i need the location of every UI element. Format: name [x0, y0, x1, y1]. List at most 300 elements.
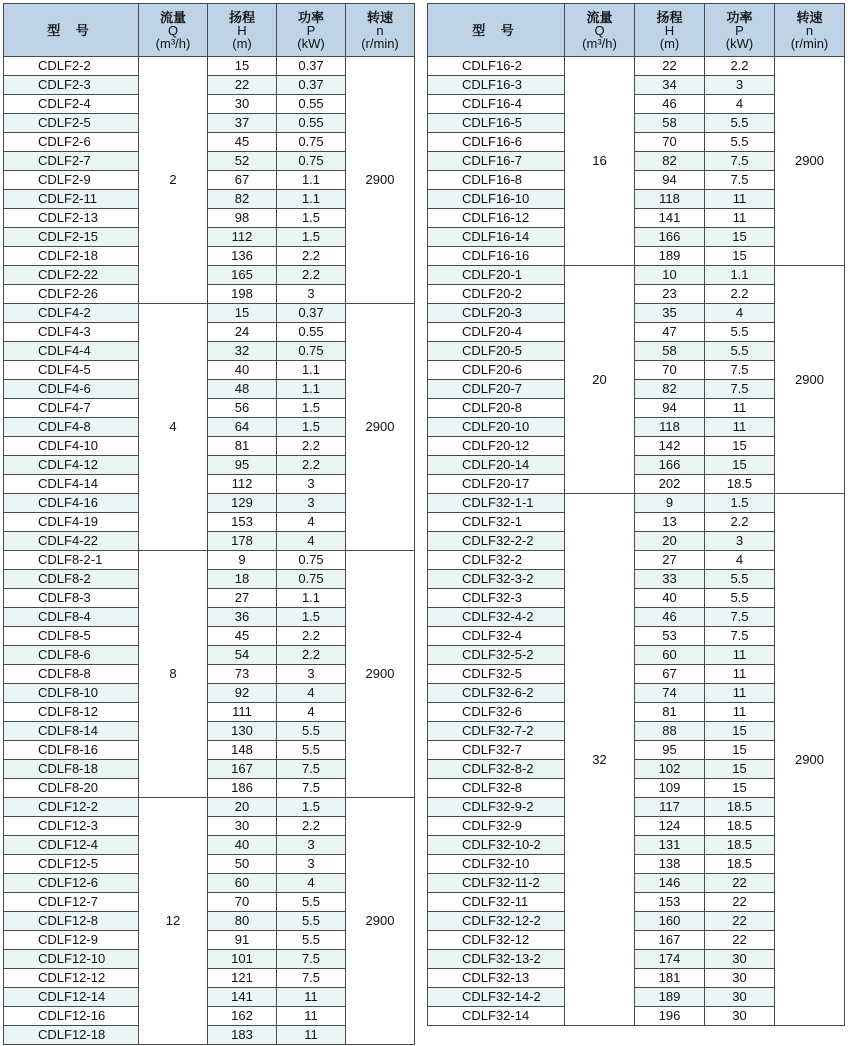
power-cell: 15 [705, 456, 775, 475]
model-cell: CDLF8-18 [4, 760, 139, 779]
power-cell: 4 [277, 703, 346, 722]
head-cell: 64 [208, 418, 277, 437]
head-cell: 22 [208, 76, 277, 95]
head-header: 扬程 H (m) [635, 4, 705, 57]
head-cell: 10 [635, 266, 705, 285]
power-cell: 15 [705, 741, 775, 760]
model-cell: CDLF20-4 [428, 323, 565, 342]
power-cell: 0.37 [277, 76, 346, 95]
right-spec-table [427, 3, 845, 1026]
head-cell: 81 [208, 437, 277, 456]
head-cell: 45 [208, 627, 277, 646]
head-cell: 73 [208, 665, 277, 684]
head-cell: 91 [208, 931, 277, 950]
model-cell: CDLF20-10 [428, 418, 565, 437]
model-cell: CDLF2-2 [4, 57, 139, 76]
head-cell: 27 [635, 551, 705, 570]
head-cell: 70 [635, 133, 705, 152]
power-cell: 7.5 [705, 380, 775, 399]
head-cell: 50 [208, 855, 277, 874]
model-cell: CDLF16-3 [428, 76, 565, 95]
head-cell: 112 [208, 228, 277, 247]
model-cell: CDLF12-6 [4, 874, 139, 893]
head-cell: 34 [635, 76, 705, 95]
head-cell: 36 [208, 608, 277, 627]
head-cell: 81 [635, 703, 705, 722]
power-cell: 5.5 [705, 589, 775, 608]
model-header: 型 号 [4, 4, 139, 57]
model-cell: CDLF2-15 [4, 228, 139, 247]
model-cell: CDLF4-16 [4, 494, 139, 513]
model-cell: CDLF4-10 [4, 437, 139, 456]
power-cell: 30 [705, 988, 775, 1007]
power-cell: 5.5 [705, 114, 775, 133]
model-cell: CDLF32-13 [428, 969, 565, 988]
head-cell: 20 [208, 798, 277, 817]
power-cell: 3 [277, 494, 346, 513]
model-cell: CDLF32-11-2 [428, 874, 565, 893]
power-cell: 15 [705, 228, 775, 247]
model-cell: CDLF8-3 [4, 589, 139, 608]
power-cell: 0.75 [277, 570, 346, 589]
head-cell: 58 [635, 114, 705, 133]
model-cell: CDLF4-3 [4, 323, 139, 342]
head-cell: 53 [635, 627, 705, 646]
power-cell: 22 [705, 893, 775, 912]
power-cell: 11 [277, 988, 346, 1007]
model-cell: CDLF8-2-1 [4, 551, 139, 570]
power-cell: 1.1 [277, 380, 346, 399]
power-cell: 30 [705, 1007, 775, 1026]
power-cell: 11 [705, 399, 775, 418]
head-cell: 82 [208, 190, 277, 209]
power-cell: 7.5 [705, 171, 775, 190]
head-cell: 15 [208, 57, 277, 76]
model-cell: CDLF16-10 [428, 190, 565, 209]
power-cell: 2.2 [277, 437, 346, 456]
speed-cell: 2900 [775, 266, 845, 494]
flow-cell: 16 [565, 57, 635, 266]
head-cell: 129 [208, 494, 277, 513]
head-cell: 153 [208, 513, 277, 532]
table-row [4, 304, 415, 323]
head-cell: 148 [208, 741, 277, 760]
head-cell: 138 [635, 855, 705, 874]
power-cell: 11 [705, 665, 775, 684]
model-cell: CDLF20-5 [428, 342, 565, 361]
model-cell: CDLF32-12 [428, 931, 565, 950]
power-cell: 5.5 [705, 133, 775, 152]
head-cell: 67 [208, 171, 277, 190]
model-cell: CDLF2-9 [4, 171, 139, 190]
power-cell: 30 [705, 969, 775, 988]
power-cell: 0.37 [277, 57, 346, 76]
left-spec-panel [3, 3, 415, 1045]
model-cell: CDLF32-8 [428, 779, 565, 798]
power-cell: 4 [277, 684, 346, 703]
model-cell: CDLF32-14 [428, 1007, 565, 1026]
head-cell: 40 [635, 589, 705, 608]
model-cell: CDLF32-7-2 [428, 722, 565, 741]
head-cell: 9 [635, 494, 705, 513]
head-cell: 167 [208, 760, 277, 779]
power-cell: 18.5 [705, 817, 775, 836]
head-cell: 46 [635, 608, 705, 627]
power-cell: 4 [277, 874, 346, 893]
power-cell: 18.5 [705, 798, 775, 817]
head-cell: 186 [208, 779, 277, 798]
flow-cell: 2 [139, 57, 208, 304]
power-cell: 0.75 [277, 133, 346, 152]
model-cell: CDLF2-3 [4, 76, 139, 95]
power-cell: 11 [705, 684, 775, 703]
head-cell: 54 [208, 646, 277, 665]
flow-cell: 8 [139, 551, 208, 798]
head-cell: 101 [208, 950, 277, 969]
flow-header: 流量 Q (m³/h) [139, 4, 208, 57]
head-cell: 202 [635, 475, 705, 494]
model-cell: CDLF12-3 [4, 817, 139, 836]
power-cell: 3 [277, 285, 346, 304]
power-cell: 5.5 [705, 323, 775, 342]
head-cell: 22 [635, 57, 705, 76]
model-cell: CDLF12-16 [4, 1007, 139, 1026]
head-cell: 118 [635, 418, 705, 437]
model-cell: CDLF8-5 [4, 627, 139, 646]
head-cell: 130 [208, 722, 277, 741]
power-cell: 11 [705, 646, 775, 665]
head-cell: 92 [208, 684, 277, 703]
power-cell: 5.5 [277, 741, 346, 760]
power-cell: 15 [705, 247, 775, 266]
flow-cell: 20 [565, 266, 635, 494]
head-cell: 189 [635, 988, 705, 1007]
head-cell: 37 [208, 114, 277, 133]
head-cell: 111 [208, 703, 277, 722]
model-cell: CDLF12-5 [4, 855, 139, 874]
model-cell: CDLF32-10 [428, 855, 565, 874]
power-cell: 4 [705, 551, 775, 570]
head-cell: 95 [635, 741, 705, 760]
model-cell: CDLF32-13-2 [428, 950, 565, 969]
flow-cell: 4 [139, 304, 208, 551]
model-cell: CDLF2-7 [4, 152, 139, 171]
model-cell: CDLF16-4 [428, 95, 565, 114]
model-cell: CDLF32-6-2 [428, 684, 565, 703]
power-cell: 22 [705, 912, 775, 931]
model-cell: CDLF2-4 [4, 95, 139, 114]
head-cell: 52 [208, 152, 277, 171]
model-cell: CDLF32-2-2 [428, 532, 565, 551]
model-cell: CDLF32-9-2 [428, 798, 565, 817]
model-cell: CDLF4-12 [4, 456, 139, 475]
model-cell: CDLF32-3-2 [428, 570, 565, 589]
flow-header: 流量 Q (m³/h) [565, 4, 635, 57]
header-row [4, 4, 415, 57]
model-cell: CDLF20-17 [428, 475, 565, 494]
model-cell: CDLF8-16 [4, 741, 139, 760]
head-cell: 124 [635, 817, 705, 836]
left-table-body [4, 57, 415, 1045]
header-row [428, 4, 845, 57]
model-cell: CDLF12-12 [4, 969, 139, 988]
model-cell: CDLF2-11 [4, 190, 139, 209]
head-cell: 183 [208, 1026, 277, 1045]
head-cell: 70 [635, 361, 705, 380]
head-cell: 189 [635, 247, 705, 266]
head-cell: 98 [208, 209, 277, 228]
power-cell: 1.5 [277, 798, 346, 817]
head-cell: 23 [635, 285, 705, 304]
power-cell: 1.5 [277, 209, 346, 228]
power-cell: 3 [705, 76, 775, 95]
power-cell: 5.5 [705, 342, 775, 361]
model-cell: CDLF12-2 [4, 798, 139, 817]
model-cell: CDLF32-1-1 [428, 494, 565, 513]
model-cell: CDLF20-2 [428, 285, 565, 304]
power-cell: 1.5 [277, 228, 346, 247]
head-cell: 35 [635, 304, 705, 323]
speed-cell: 2900 [346, 798, 415, 1045]
model-cell: CDLF20-8 [428, 399, 565, 418]
power-cell: 15 [705, 760, 775, 779]
power-cell: 1.5 [277, 399, 346, 418]
power-cell: 30 [705, 950, 775, 969]
model-cell: CDLF12-8 [4, 912, 139, 931]
speed-cell: 2900 [346, 57, 415, 304]
model-cell: CDLF16-12 [428, 209, 565, 228]
model-cell: CDLF16-8 [428, 171, 565, 190]
model-cell: CDLF16-5 [428, 114, 565, 133]
table-row [428, 57, 845, 76]
model-cell: CDLF12-4 [4, 836, 139, 855]
power-cell: 18.5 [705, 475, 775, 494]
model-cell: CDLF8-6 [4, 646, 139, 665]
power-cell: 11 [705, 209, 775, 228]
head-cell: 82 [635, 380, 705, 399]
head-cell: 118 [635, 190, 705, 209]
head-cell: 82 [635, 152, 705, 171]
model-cell: CDLF4-6 [4, 380, 139, 399]
model-cell: CDLF12-10 [4, 950, 139, 969]
power-cell: 5.5 [705, 570, 775, 589]
head-cell: 94 [635, 399, 705, 418]
right-spec-panel [427, 3, 845, 1026]
power-cell: 0.75 [277, 152, 346, 171]
model-cell: CDLF32-9 [428, 817, 565, 836]
model-cell: CDLF4-19 [4, 513, 139, 532]
head-cell: 198 [208, 285, 277, 304]
model-cell: CDLF8-14 [4, 722, 139, 741]
model-cell: CDLF2-26 [4, 285, 139, 304]
power-cell: 4 [277, 532, 346, 551]
power-cell: 4 [705, 304, 775, 323]
right-table-body [428, 57, 845, 1026]
model-cell: CDLF20-12 [428, 437, 565, 456]
head-cell: 30 [208, 95, 277, 114]
model-cell: CDLF32-14-2 [428, 988, 565, 1007]
model-cell: CDLF2-5 [4, 114, 139, 133]
model-cell: CDLF32-3 [428, 589, 565, 608]
model-cell: CDLF32-11 [428, 893, 565, 912]
power-cell: 0.55 [277, 323, 346, 342]
head-cell: 141 [635, 209, 705, 228]
model-cell: CDLF8-2 [4, 570, 139, 589]
head-cell: 117 [635, 798, 705, 817]
power-cell: 5.5 [277, 893, 346, 912]
model-cell: CDLF8-10 [4, 684, 139, 703]
power-cell: 3 [277, 836, 346, 855]
power-cell: 7.5 [705, 608, 775, 627]
model-header: 型 号 [428, 4, 565, 57]
power-cell: 1.1 [705, 266, 775, 285]
head-cell: 112 [208, 475, 277, 494]
head-cell: 60 [208, 874, 277, 893]
model-cell: CDLF12-14 [4, 988, 139, 1007]
head-cell: 18 [208, 570, 277, 589]
power-cell: 11 [705, 190, 775, 209]
model-cell: CDLF4-8 [4, 418, 139, 437]
power-cell: 7.5 [277, 950, 346, 969]
model-cell: CDLF16-14 [428, 228, 565, 247]
power-cell: 5.5 [277, 931, 346, 950]
model-cell: CDLF4-4 [4, 342, 139, 361]
head-cell: 160 [635, 912, 705, 931]
power-cell: 0.55 [277, 114, 346, 133]
power-cell: 18.5 [705, 836, 775, 855]
power-cell: 4 [705, 95, 775, 114]
power-cell: 2.2 [277, 247, 346, 266]
model-cell: CDLF32-4 [428, 627, 565, 646]
power-cell: 11 [705, 418, 775, 437]
head-cell: 141 [208, 988, 277, 1007]
model-cell: CDLF32-10-2 [428, 836, 565, 855]
head-cell: 167 [635, 931, 705, 950]
power-cell: 1.5 [277, 418, 346, 437]
power-cell: 5.5 [277, 722, 346, 741]
power-cell: 1.5 [277, 608, 346, 627]
head-cell: 33 [635, 570, 705, 589]
speed-cell: 2900 [775, 57, 845, 266]
model-cell: CDLF20-6 [428, 361, 565, 380]
head-cell: 165 [208, 266, 277, 285]
head-cell: 9 [208, 551, 277, 570]
power-cell: 2.2 [705, 57, 775, 76]
power-cell: 2.2 [277, 266, 346, 285]
model-cell: CDLF4-22 [4, 532, 139, 551]
head-cell: 60 [635, 646, 705, 665]
head-cell: 40 [208, 836, 277, 855]
power-cell: 2.2 [277, 646, 346, 665]
speed-header: 转速 n (r/min) [775, 4, 845, 57]
power-cell: 15 [705, 437, 775, 456]
power-cell: 22 [705, 874, 775, 893]
model-cell: CDLF20-3 [428, 304, 565, 323]
head-cell: 48 [208, 380, 277, 399]
power-cell: 11 [705, 703, 775, 722]
model-cell: CDLF32-2 [428, 551, 565, 570]
head-cell: 80 [208, 912, 277, 931]
power-cell: 1.1 [277, 589, 346, 608]
power-cell: 22 [705, 931, 775, 950]
power-header: 功率 P (kW) [705, 4, 775, 57]
power-cell: 7.5 [277, 760, 346, 779]
speed-cell: 2900 [775, 494, 845, 1026]
head-header: 扬程 H (m) [208, 4, 277, 57]
model-cell: CDLF32-5-2 [428, 646, 565, 665]
head-cell: 178 [208, 532, 277, 551]
model-cell: CDLF4-7 [4, 399, 139, 418]
head-cell: 56 [208, 399, 277, 418]
speed-cell: 2900 [346, 551, 415, 798]
head-cell: 181 [635, 969, 705, 988]
table-row [4, 57, 415, 76]
head-cell: 94 [635, 171, 705, 190]
head-cell: 40 [208, 361, 277, 380]
head-cell: 88 [635, 722, 705, 741]
speed-cell: 2900 [346, 304, 415, 551]
power-cell: 2.2 [277, 817, 346, 836]
model-cell: CDLF2-22 [4, 266, 139, 285]
head-cell: 20 [635, 532, 705, 551]
power-cell: 1.1 [277, 190, 346, 209]
model-cell: CDLF16-7 [428, 152, 565, 171]
table-row [4, 798, 415, 817]
power-cell: 3 [277, 855, 346, 874]
head-cell: 24 [208, 323, 277, 342]
model-cell: CDLF16-6 [428, 133, 565, 152]
head-cell: 146 [635, 874, 705, 893]
model-cell: CDLF4-14 [4, 475, 139, 494]
power-cell: 2.2 [277, 627, 346, 646]
speed-header: 转速 n (r/min) [346, 4, 415, 57]
power-cell: 1.1 [277, 361, 346, 380]
power-header: 功率 P (kW) [277, 4, 346, 57]
model-cell: CDLF20-7 [428, 380, 565, 399]
head-cell: 196 [635, 1007, 705, 1026]
model-cell: CDLF20-1 [428, 266, 565, 285]
model-cell: CDLF32-7 [428, 741, 565, 760]
model-cell: CDLF12-9 [4, 931, 139, 950]
power-cell: 15 [705, 722, 775, 741]
model-cell: CDLF4-5 [4, 361, 139, 380]
head-cell: 166 [635, 456, 705, 475]
model-cell: CDLF8-12 [4, 703, 139, 722]
head-cell: 74 [635, 684, 705, 703]
power-cell: 7.5 [705, 152, 775, 171]
table-row [428, 266, 845, 285]
model-cell: CDLF12-18 [4, 1026, 139, 1045]
power-cell: 7.5 [705, 627, 775, 646]
model-cell: CDLF8-8 [4, 665, 139, 684]
head-cell: 109 [635, 779, 705, 798]
flow-cell: 32 [565, 494, 635, 1026]
model-cell: CDLF8-4 [4, 608, 139, 627]
power-cell: 2.2 [277, 456, 346, 475]
power-cell: 2.2 [705, 513, 775, 532]
head-cell: 142 [635, 437, 705, 456]
model-cell: CDLF32-6 [428, 703, 565, 722]
head-cell: 47 [635, 323, 705, 342]
head-cell: 30 [208, 817, 277, 836]
power-cell: 7.5 [277, 969, 346, 988]
power-cell: 0.37 [277, 304, 346, 323]
power-cell: 2.2 [705, 285, 775, 304]
power-cell: 1.5 [705, 494, 775, 513]
head-cell: 131 [635, 836, 705, 855]
power-cell: 3 [705, 532, 775, 551]
head-cell: 162 [208, 1007, 277, 1026]
